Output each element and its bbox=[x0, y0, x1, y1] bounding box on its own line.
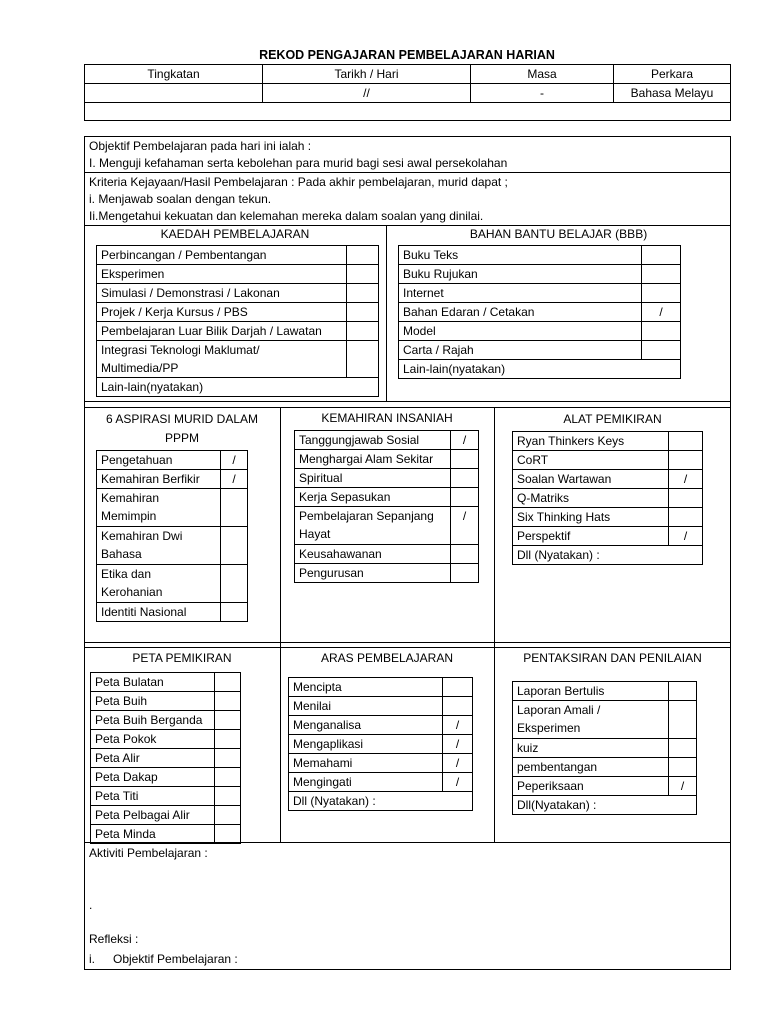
kaedah-row-label: Perbincangan / Pembentangan bbox=[97, 246, 347, 265]
aktiviti-heading: Aktiviti Pembelajaran : bbox=[89, 846, 208, 860]
aspirasi-row-mark[interactable] bbox=[221, 565, 248, 603]
kaedah-row-other[interactable]: Lain-lain(nyatakan) bbox=[97, 378, 379, 397]
bbb-row-mark[interactable] bbox=[642, 284, 681, 303]
insaniah-row-mark[interactable] bbox=[451, 545, 479, 564]
kaedah-table bbox=[96, 245, 379, 397]
aras-table bbox=[288, 677, 473, 811]
divider bbox=[494, 407, 495, 842]
kaedah-row-label: Projek / Kerja Kursus / PBS bbox=[97, 303, 347, 322]
header-val-perkara: Bahasa Melayu bbox=[614, 84, 731, 103]
pentaksiran-row-mark[interactable] bbox=[669, 758, 697, 777]
peta-row-mark[interactable] bbox=[215, 787, 241, 806]
refleksi-heading: Refleksi : bbox=[89, 932, 139, 946]
alat-row-other[interactable]: Dll (Nyatakan) : bbox=[513, 546, 703, 565]
divider bbox=[386, 225, 387, 401]
peta-row-label: Peta Minda bbox=[91, 825, 215, 844]
bbb-row-label: Buku Teks bbox=[399, 246, 642, 265]
aspirasi-table bbox=[96, 450, 248, 622]
kriteria-line-2: Ii.Mengetahui kekuatan dan kelemahan mereka dalam soalan yang dinilai. bbox=[89, 209, 484, 223]
peta-row-label: Peta Pokok bbox=[91, 730, 215, 749]
insaniah-row-label: Pembelajaran Sepanjang Hayat bbox=[295, 507, 451, 545]
insaniah-row-mark[interactable] bbox=[451, 450, 479, 469]
alat-row-mark[interactable]: / bbox=[669, 470, 703, 489]
divider bbox=[280, 407, 281, 842]
peta-row-mark[interactable] bbox=[215, 749, 241, 768]
insaniah-row-label: Tanggungjawab Sosial bbox=[295, 431, 451, 450]
alat-row-label: Ryan Thinkers Keys bbox=[513, 432, 669, 451]
peta-row-label: Peta Alir bbox=[91, 749, 215, 768]
peta-heading: PETA PEMIKIRAN bbox=[132, 651, 232, 665]
aras-row-label: Mencipta bbox=[289, 678, 443, 697]
pentaksiran-row-mark[interactable] bbox=[669, 739, 697, 758]
peta-row-mark[interactable] bbox=[215, 730, 241, 749]
bbb-row-mark[interactable]: / bbox=[642, 303, 681, 322]
bbb-row-label: Buku Rujukan bbox=[399, 265, 642, 284]
header-col-tarikh: Tarikh / Hari bbox=[263, 65, 471, 84]
header-col-tingkatan: Tingkatan bbox=[85, 65, 263, 84]
alat-row-mark[interactable] bbox=[669, 508, 703, 527]
kriteria-heading: Kriteria Kejayaan/Hasil Pembelajaran : Pada akhir pembelajaran, murid dapat ; bbox=[89, 175, 508, 189]
insaniah-heading: KEMAHIRAN INSANIAH bbox=[321, 411, 453, 425]
bbb-row-label: Bahan Edaran / Cetakan bbox=[399, 303, 642, 322]
aspirasi-row-label: Kemahiran Memimpin bbox=[97, 489, 221, 527]
pentaksiran-row-other[interactable]: Dll(Nyatakan) : bbox=[513, 796, 697, 815]
peta-row-label: Peta Titi bbox=[91, 787, 215, 806]
aras-row-mark[interactable]: / bbox=[443, 716, 473, 735]
bbb-row-label: Model bbox=[399, 322, 642, 341]
divider bbox=[84, 401, 731, 402]
alat-row-mark[interactable] bbox=[669, 451, 703, 470]
insaniah-row-mark[interactable]: / bbox=[451, 507, 479, 545]
divider bbox=[84, 647, 731, 648]
peta-table bbox=[90, 672, 241, 844]
refleksi-item-label: Objektif Pembelajaran : bbox=[113, 952, 238, 966]
aspirasi-row-label: Etika dan Kerohanian bbox=[97, 565, 221, 603]
insaniah-row-label: Kerja Sepasukan bbox=[295, 488, 451, 507]
pentaksiran-row-label: Laporan Bertulis bbox=[513, 682, 669, 701]
alat-row-mark[interactable]: / bbox=[669, 527, 703, 546]
insaniah-row-mark[interactable]: / bbox=[451, 431, 479, 450]
kaedah-row-label: Eksperimen bbox=[97, 265, 347, 284]
kaedah-row-label: Integrasi Teknologi Maklumat/ Multimedia/PP bbox=[97, 341, 347, 378]
aspirasi-heading-2: PPPM bbox=[164, 431, 199, 445]
aspirasi-row-mark[interactable]: / bbox=[221, 451, 248, 470]
bbb-row-mark[interactable] bbox=[642, 265, 681, 284]
peta-row-mark[interactable] bbox=[215, 806, 241, 825]
header-val-masa: - bbox=[471, 84, 614, 103]
divider bbox=[84, 642, 731, 643]
alat-row-mark[interactable] bbox=[669, 489, 703, 508]
page-title: REKOD PENGAJARAN PEMBELAJARAN HARIAN bbox=[259, 48, 555, 62]
bbb-row-mark[interactable] bbox=[642, 246, 681, 265]
pentaksiran-table bbox=[512, 681, 697, 815]
aras-row-mark[interactable] bbox=[443, 697, 473, 716]
header-blank-row bbox=[85, 103, 731, 121]
aras-row-label: Menganalisa bbox=[289, 716, 443, 735]
alat-row-label: Soalan Wartawan bbox=[513, 470, 669, 489]
bbb-table bbox=[398, 245, 681, 379]
divider bbox=[84, 842, 731, 843]
objektif-line-1: I. Menguji kefahaman serta kebolehan para murid bagi sesi awal persekolahan bbox=[89, 156, 508, 170]
aras-row-mark[interactable]: / bbox=[443, 735, 473, 754]
pentaksiran-row-label: Peperiksaan bbox=[513, 777, 669, 796]
pentaksiran-row-mark[interactable] bbox=[669, 682, 697, 701]
aras-row-label: Mengingati bbox=[289, 773, 443, 792]
pentaksiran-row-mark[interactable] bbox=[669, 701, 697, 739]
insaniah-row-label: Spiritual bbox=[295, 469, 451, 488]
aras-row-mark[interactable]: / bbox=[443, 773, 473, 792]
bbb-row-mark[interactable] bbox=[642, 322, 681, 341]
aspirasi-heading: 6 ASPIRASI MURID DALAM bbox=[105, 412, 259, 426]
insaniah-table bbox=[294, 430, 479, 583]
aspirasi-row-mark[interactable] bbox=[221, 527, 248, 565]
alat-row-label: Six Thinking Hats bbox=[513, 508, 669, 527]
pentaksiran-row-mark[interactable]: / bbox=[669, 777, 697, 796]
insaniah-row-mark[interactable] bbox=[451, 488, 479, 507]
kaedah-row-mark[interactable] bbox=[347, 284, 379, 303]
aspirasi-row-label: Identiti Nasional bbox=[97, 603, 221, 622]
header-col-perkara: Perkara bbox=[614, 65, 731, 84]
insaniah-row-label: Pengurusan bbox=[295, 564, 451, 583]
insaniah-row-mark[interactable] bbox=[451, 469, 479, 488]
aras-heading: ARAS PEMBELAJARAN bbox=[320, 651, 454, 665]
insaniah-row-label: Keusahawanan bbox=[295, 545, 451, 564]
kaedah-row-label: Pembelajaran Luar Bilik Darjah / Lawatan bbox=[97, 322, 347, 341]
header-col-masa: Masa bbox=[471, 65, 614, 84]
header-table bbox=[84, 64, 731, 121]
aras-row-other[interactable]: Dll (Nyatakan) : bbox=[289, 792, 473, 811]
pentaksiran-heading: PENTAKSIRAN DAN PENILAIAN bbox=[523, 651, 702, 665]
alat-row-label: Perspektif bbox=[513, 527, 669, 546]
bbb-heading: BAHAN BANTU BELAJAR (BBB) bbox=[469, 227, 648, 241]
kaedah-row-mark[interactable] bbox=[347, 303, 379, 322]
alat-row-label: Q-Matriks bbox=[513, 489, 669, 508]
alat-heading: ALAT PEMIKIRAN bbox=[563, 412, 662, 426]
divider bbox=[84, 407, 731, 408]
peta-row-mark[interactable] bbox=[215, 673, 241, 692]
aspirasi-row-label: Kemahiran Dwi Bahasa bbox=[97, 527, 221, 565]
peta-row-label: Peta Dakap bbox=[91, 768, 215, 787]
peta-row-mark[interactable] bbox=[215, 711, 241, 730]
aras-row-label: Mengaplikasi bbox=[289, 735, 443, 754]
kaedah-row-mark[interactable] bbox=[347, 322, 379, 341]
peta-row-label: Peta Bulatan bbox=[91, 673, 215, 692]
insaniah-row-label: Menghargai Alam Sekitar bbox=[295, 450, 451, 469]
header-val-tingkatan bbox=[85, 84, 263, 103]
aktiviti-dot: . bbox=[89, 898, 93, 912]
pentaksiran-row-label: Laporan Amali / Eksperimen bbox=[513, 701, 669, 739]
refleksi-item-number: i. bbox=[89, 952, 95, 966]
peta-row-mark[interactable] bbox=[215, 768, 241, 787]
bbb-row-mark[interactable] bbox=[642, 341, 681, 360]
divider bbox=[84, 172, 731, 173]
header-val-tarikh: // bbox=[263, 84, 471, 103]
bbb-row-label: Internet bbox=[399, 284, 642, 303]
kaedah-heading: KAEDAH PEMBELAJARAN bbox=[160, 227, 310, 241]
aras-row-mark[interactable]: / bbox=[443, 754, 473, 773]
alat-table bbox=[512, 431, 703, 565]
aspirasi-row-label: Pengetahuan bbox=[97, 451, 221, 470]
peta-row-label: Peta Buih bbox=[91, 692, 215, 711]
alat-row-mark[interactable] bbox=[669, 432, 703, 451]
peta-row-label: Peta Pelbagai Alir bbox=[91, 806, 215, 825]
peta-row-mark[interactable] bbox=[215, 825, 241, 844]
alat-row-label: CoRT bbox=[513, 451, 669, 470]
bbb-row-label: Carta / Rajah bbox=[399, 341, 642, 360]
peta-row-mark[interactable] bbox=[215, 692, 241, 711]
peta-row-label: Peta Buih Berganda bbox=[91, 711, 215, 730]
aspirasi-row-mark[interactable] bbox=[221, 603, 248, 622]
aspirasi-row-mark[interactable]: / bbox=[221, 470, 248, 489]
aspirasi-row-label: Kemahiran Berfikir bbox=[97, 470, 221, 489]
bbb-row-other[interactable]: Lain-lain(nyatakan) bbox=[399, 360, 681, 379]
objektif-heading: Objektif Pembelajaran pada hari ini ialah : bbox=[89, 139, 312, 153]
insaniah-row-mark[interactable] bbox=[451, 564, 479, 583]
aspirasi-row-mark[interactable] bbox=[221, 489, 248, 527]
aras-row-label: Menilai bbox=[289, 697, 443, 716]
kaedah-row-mark[interactable] bbox=[347, 341, 379, 378]
kaedah-row-mark[interactable] bbox=[347, 246, 379, 265]
kriteria-line-1: i. Menjawab soalan dengan tekun. bbox=[89, 192, 272, 206]
pentaksiran-row-label: kuiz bbox=[513, 739, 669, 758]
kaedah-row-label: Simulasi / Demonstrasi / Lakonan bbox=[97, 284, 347, 303]
aras-row-label: Memahami bbox=[289, 754, 443, 773]
pentaksiran-row-label: pembentangan bbox=[513, 758, 669, 777]
kaedah-row-mark[interactable] bbox=[347, 265, 379, 284]
aras-row-mark[interactable] bbox=[443, 678, 473, 697]
